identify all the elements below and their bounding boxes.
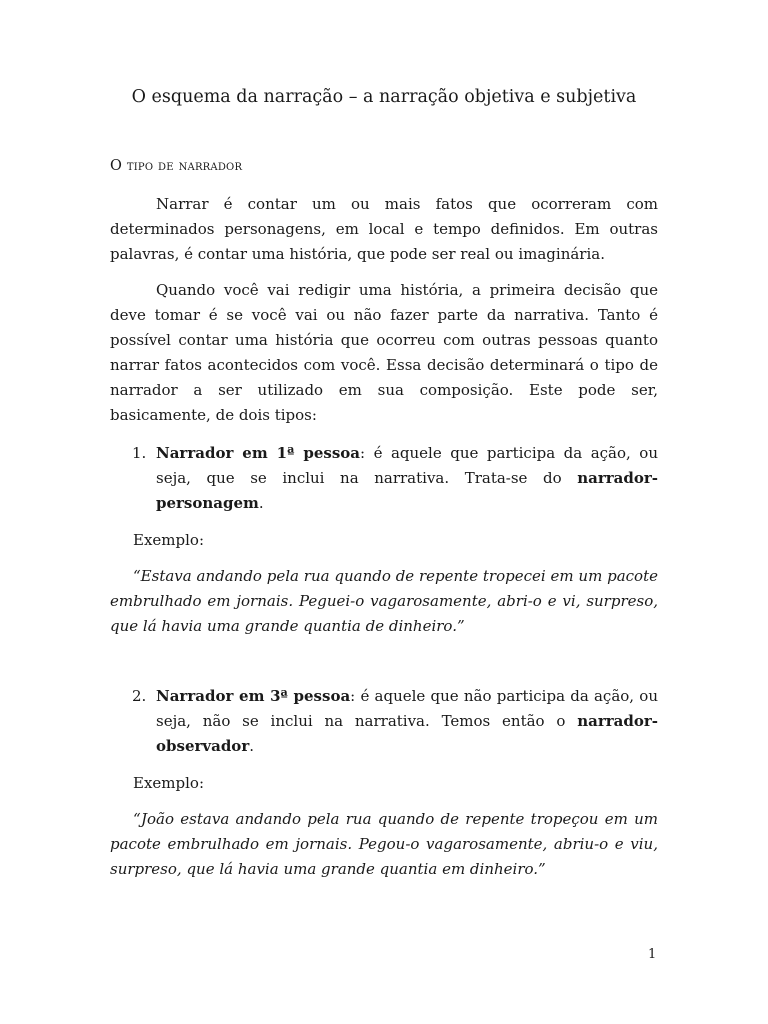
list-end: . <box>249 737 254 755</box>
list-number: 2. <box>132 687 147 705</box>
paragraph-1: Narrar é contar um ou mais fatos que ocorreram com determinados personagens, em local e tempo definidos. Em outras palavras, é contar uma história, que pode ser real ou imaginária. <box>110 195 658 263</box>
example-label-2: Exemplo: <box>133 774 204 792</box>
document-title: O esquema da narração – a narração objetiva e subjetiva <box>131 87 637 107</box>
list-emphasis: narrador-personagem <box>156 469 658 512</box>
list-number: 1. <box>132 444 147 462</box>
list-item-2 <box>132 684 658 759</box>
paragraph-2: Quando você vai redigir uma história, a primeira decisão que deve tomar é se você vai ou não fazer parte da narrativa. Tanto é possível contar uma história que ocorreu com outras pessoas quanto narrar fatos acontecidos com você. Essa decisão determinará o tipo de narrador a ser utilizado em sua composição. Este pode ser, basicamente, de dois tipos: <box>110 281 658 424</box>
example-quote-2: “João estava andando pela rua quando de repente tropeçou em um pacote embrulhado em jornais. Pegou-o vagarosamente, abriu-o e viu, surpreso, que lá havia uma grande quantia em dinheiro.” <box>110 810 658 878</box>
list-text: : é aquele que participa da ação, ou seja, que se inclui na narrativa. Trata-se do <box>156 444 658 487</box>
list-term: Narrador em 3ª pessoa <box>156 687 351 705</box>
list-item-1 <box>132 441 658 516</box>
list-term: Narrador em 1ª pessoa <box>156 444 361 462</box>
list-text: : é aquele que não participa da ação, ou seja, não se inclui na narrativa. Temos então o <box>156 687 658 730</box>
example-quote-1: “Estava andando pela rua quando de repente tropecei em um pacote embrulhado em jornais. Peguei-o vagarosamente, abri-o e vi, surpreso, que lá havia uma grande quantia de dinheiro.” <box>110 567 658 635</box>
page-number: 1 <box>648 947 657 962</box>
section-heading: O tipo de narrador <box>110 158 243 174</box>
example-label-1: Exemplo: <box>133 531 204 549</box>
list-end: . <box>258 494 264 512</box>
list-emphasis: narrador-observador <box>156 712 658 755</box>
